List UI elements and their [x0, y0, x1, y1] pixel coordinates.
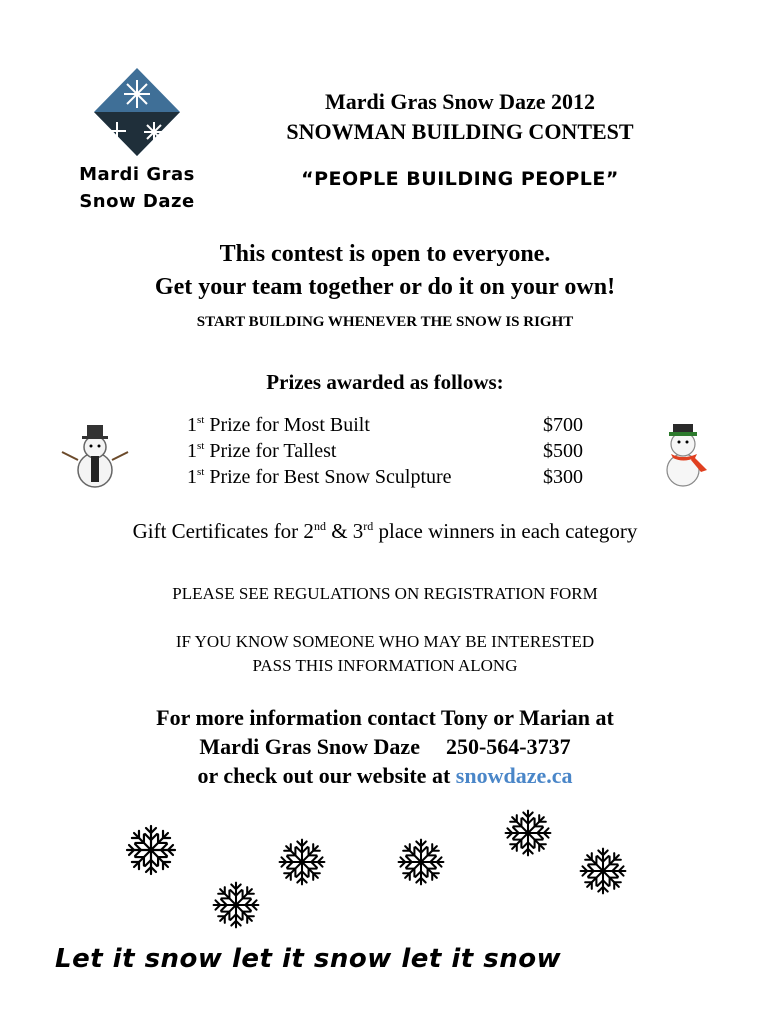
- snowflake-logo-icon: [62, 60, 212, 160]
- prize-ordinal-suffix: st: [197, 466, 205, 478]
- prize-amount: $700: [543, 414, 583, 436]
- event-title: Mardi Gras Snow Daze 2012: [324, 89, 596, 114]
- logo-line-2: Snow Daze: [79, 191, 195, 212]
- prize-amount: $300: [543, 466, 583, 488]
- gift-sup-1: nd: [313, 519, 326, 533]
- logo-line-1: Mardi Gras: [79, 164, 195, 185]
- contact-org: Mardi Gras Snow Daze: [199, 734, 420, 759]
- snowflake-icon: [393, 834, 449, 890]
- pass-notice-1: IF YOU KNOW SOMEONE WHO MAY BE INTERESTED: [175, 632, 595, 651]
- snowflake-icon: [274, 834, 330, 890]
- gift-text-3: place winners in each category: [373, 519, 638, 543]
- prize-ordinal-suffix: st: [197, 414, 205, 426]
- snowman-top-hat-icon: [60, 420, 130, 490]
- prize-row: [187, 466, 607, 492]
- prize-label: Prize for Best Snow Sculpture: [209, 466, 452, 488]
- contact-line-2: [0, 732, 770, 761]
- prize-amount: $500: [543, 440, 583, 462]
- prize-label: Prize for Most Built: [209, 414, 370, 436]
- snowflake-icon: [208, 877, 264, 933]
- regulations-notice: PLEASE SEE REGULATIONS ON REGISTRATION FORM: [172, 584, 598, 603]
- footer-slogan: Let it snow let it snow let it snow: [55, 944, 562, 974]
- intro-line-2: Get your team together or do it on your own!: [154, 274, 616, 300]
- website-link[interactable]: snowdaze.ca: [455, 763, 573, 788]
- contact-website-prefix: or check out our website at: [197, 763, 456, 788]
- start-note: START BUILDING WHENEVER THE SNOW IS RIGHT: [196, 314, 574, 330]
- gift-text-2: & 3: [325, 519, 364, 543]
- snowman-scarf-icon: [655, 420, 715, 490]
- prize-label: Prize for Tallest: [209, 440, 337, 462]
- prize-ordinal: 1: [187, 414, 197, 436]
- snowflake-icon: [121, 820, 181, 880]
- pass-notice-2: PASS THIS INFORMATION ALONG: [252, 656, 518, 675]
- gift-certificates: [0, 519, 770, 544]
- prizes-heading: Prizes awarded as follows:: [266, 370, 504, 394]
- prize-ordinal: 1: [187, 466, 197, 488]
- gift-text-1: Gift Certificates for 2: [132, 519, 314, 543]
- snowflake-icon: [500, 805, 556, 861]
- snowflake-icon: [575, 843, 631, 899]
- slogan: “PEOPLE BUILDING PEOPLE”: [301, 168, 619, 190]
- contact-phone: 250-564-3737: [445, 734, 571, 759]
- intro-line-1: This contest is open to everyone.: [219, 241, 551, 267]
- prize-ordinal-suffix: st: [197, 440, 205, 452]
- contact-line-3: [0, 761, 770, 790]
- prize-row: [187, 414, 607, 440]
- contest-title: SNOWMAN BUILDING CONTEST: [286, 119, 634, 144]
- gift-sup-2: rd: [363, 519, 374, 533]
- logo: [62, 60, 212, 220]
- contact-line-1: For more information contact Tony or Marian at: [156, 705, 614, 730]
- prize-ordinal: 1: [187, 440, 197, 462]
- prize-row: [187, 440, 607, 466]
